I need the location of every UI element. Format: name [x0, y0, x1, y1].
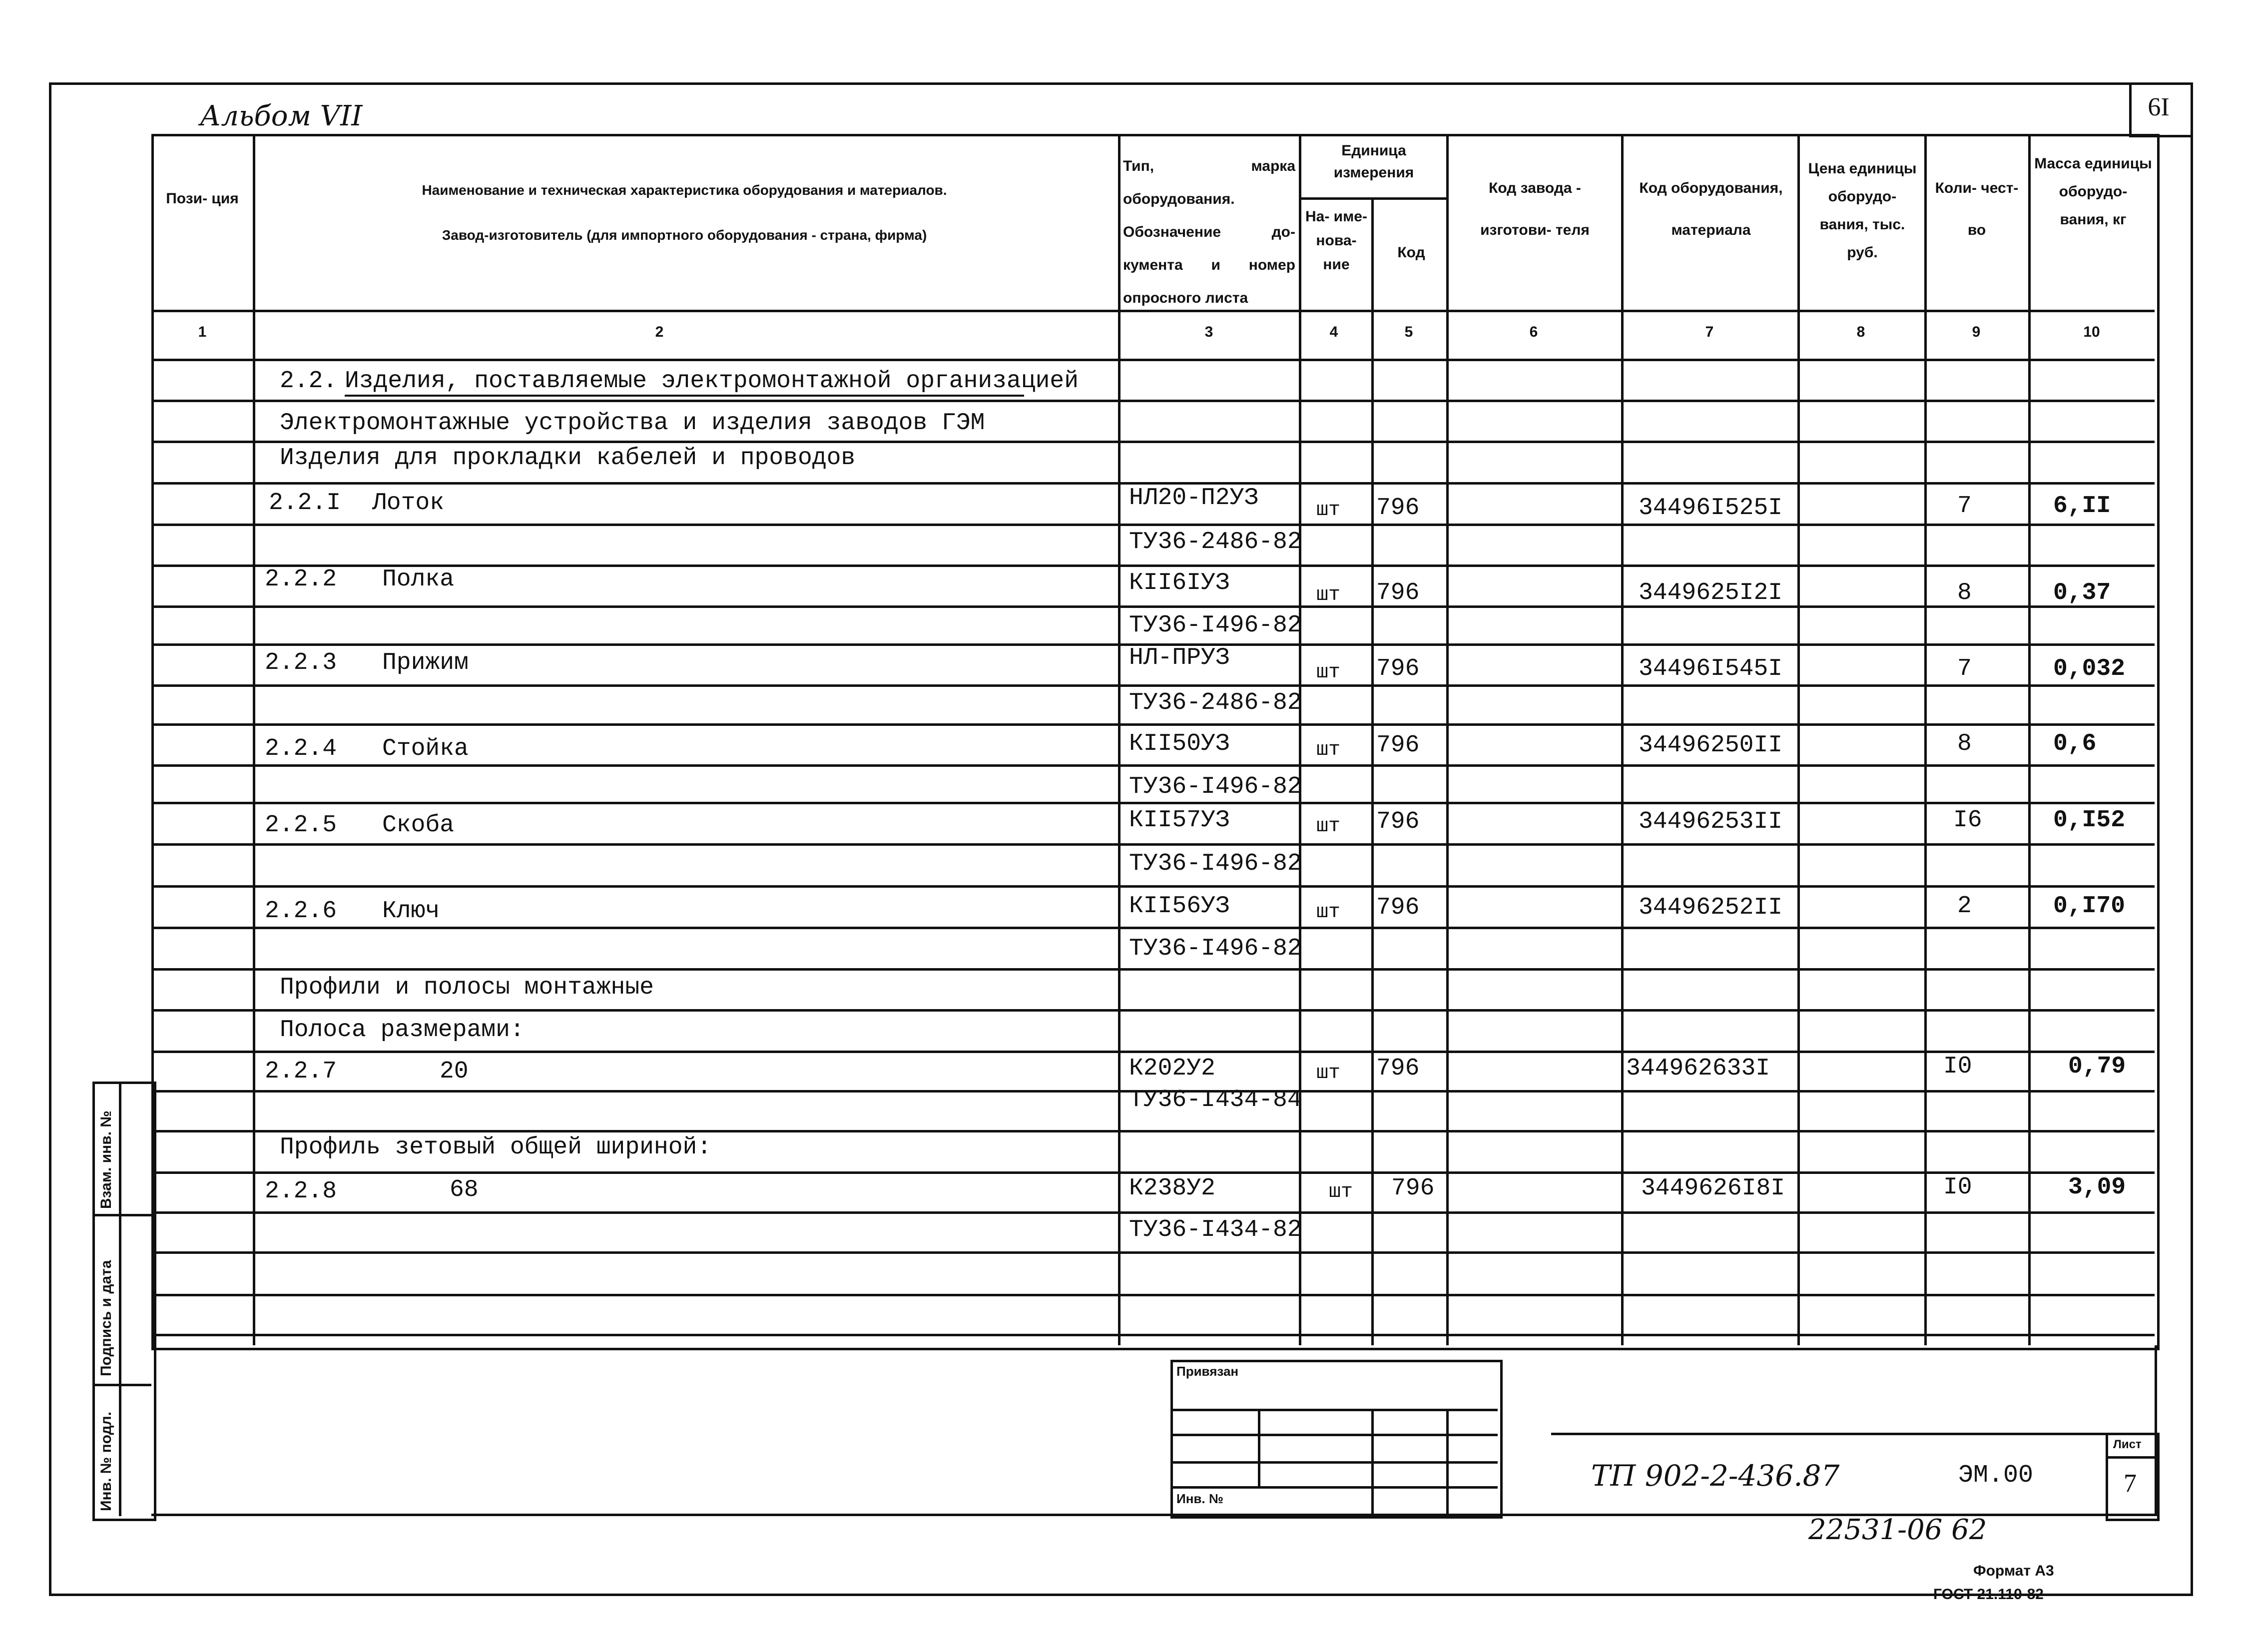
header-pos: Пози- ция — [166, 190, 239, 207]
row-line — [151, 1251, 2155, 1254]
side-strip-line — [92, 1214, 151, 1216]
row-line — [151, 764, 2155, 767]
row-5-name: Полка — [382, 566, 455, 593]
row-17-equip-code: 344962633I — [1626, 1055, 1770, 1082]
row-7-type: НЛ-ПРУЗ — [1129, 644, 1230, 671]
row-16-name: Полоса размерами: — [280, 1017, 525, 1044]
row-2-name: Изделия для прокладки кабелей и проводов — [280, 445, 856, 472]
row-6-type: ТУ36-I496-82 — [1129, 612, 1302, 639]
header-unit-code: Код — [1397, 244, 1425, 261]
row-11-unit: шт — [1316, 815, 1341, 838]
row-7-pos: 2.2.3 — [265, 649, 337, 676]
row-5-unit: шт — [1316, 584, 1341, 606]
side-strip-line — [92, 1384, 151, 1386]
row-7-equip-code: 34496I545I — [1639, 655, 1783, 682]
sheet-number: 6I — [2148, 93, 2170, 121]
row-20-code: 796 — [1391, 1175, 1435, 1202]
row-1-name: Электромонтажные устройства и изделия заводов ГЭМ — [280, 410, 985, 437]
side-label-inv: Инв. № подл. — [98, 1411, 114, 1511]
row-5-code: 796 — [1376, 579, 1420, 606]
header-factory-code: Код завода - изготови- теля — [1480, 180, 1590, 238]
row-line — [151, 1211, 2155, 1214]
row-5-type: КII6IУЗ — [1129, 569, 1230, 596]
row-13-unit: шт — [1316, 901, 1341, 924]
header-type: Тип, марка оборудования. Обозначение до- кумента и номер опросного листа — [1123, 158, 1295, 306]
row-12-type: ТУ36-I496-82 — [1129, 850, 1302, 877]
list-number: 7 — [2124, 1469, 2137, 1498]
col-sep — [1797, 134, 1800, 1345]
row-line — [151, 605, 2155, 608]
row-line — [151, 1130, 2155, 1132]
colnum-5: 5 — [1404, 324, 1413, 340]
header-unit-group: Единица измерения — [1333, 142, 1414, 181]
row-13-mass: 0,I70 — [2053, 893, 2126, 920]
row-9-qty: 8 — [1957, 730, 1972, 757]
colnum-3: 3 — [1204, 324, 1213, 340]
list-label: Лист — [2113, 1438, 2142, 1451]
stamp-col — [1446, 1409, 1449, 1516]
album-label: Альбом VII — [200, 100, 363, 132]
privyazan-label: Привязан — [1176, 1364, 1239, 1379]
row-3-code: 796 — [1376, 495, 1420, 522]
row-21-type: ТУ36-I434-82 — [1129, 1216, 1302, 1243]
row-17-type: К202У2 — [1129, 1055, 1215, 1082]
row-9-code: 796 — [1376, 732, 1420, 759]
row-3-qty: 7 — [1957, 493, 1972, 520]
row-3-mass: 6,II — [2053, 493, 2111, 520]
row-9-type: КII50УЗ — [1129, 730, 1230, 757]
format-label: Формат А3 — [1973, 1563, 2054, 1579]
colnum-2: 2 — [655, 324, 664, 340]
row-11-code: 796 — [1376, 808, 1420, 835]
row-line — [151, 400, 2155, 402]
header-name-line2: Завод-изготовитель (для импортного оборудования - страна, фирма) — [442, 227, 927, 243]
row-17-qty: I0 — [1943, 1053, 1972, 1080]
row-13-qty: 2 — [1957, 893, 1972, 920]
row-10-type: ТУ36-I496-82 — [1129, 773, 1302, 800]
row-13-name: Ключ — [382, 898, 440, 925]
doc-code-line — [1551, 1433, 2155, 1435]
archive-number: 22531-06 62 — [1808, 1514, 1987, 1546]
row-13-pos: 2.2.6 — [265, 898, 337, 925]
row-7-mass: 0,032 — [2053, 655, 2126, 682]
row-4-type: ТУ36-2486-82 — [1129, 529, 1302, 555]
side-strip-divider — [119, 1082, 121, 1516]
row-line — [151, 1334, 2155, 1336]
row-13-equip-code: 34496252II — [1639, 894, 1783, 921]
row-11-mass: 0,I52 — [2053, 807, 2126, 834]
row-17-mass: 0,79 — [2068, 1053, 2126, 1080]
stamp-col — [1258, 1409, 1260, 1486]
row-7-code: 796 — [1376, 655, 1420, 682]
row-11-pos: 2.2.5 — [265, 812, 337, 839]
row-9-pos: 2.2.4 — [265, 735, 337, 762]
row-3-unit: шт — [1316, 499, 1341, 522]
col-sep — [1924, 134, 1927, 1345]
colnum-4: 4 — [1329, 324, 1338, 340]
doc-code: ТП 902-2-436.87 — [1591, 1459, 1840, 1493]
row-line — [151, 723, 2155, 726]
side-label-vzam: Взам. инв. № — [98, 1110, 114, 1209]
colnum-1: 1 — [198, 324, 207, 340]
row-9-unit: шт — [1316, 739, 1341, 761]
gost-label: ГОСТ 21.110-82 — [1933, 1586, 2044, 1603]
colnum-7: 7 — [1705, 324, 1714, 340]
row-17-code: 796 — [1376, 1055, 1420, 1082]
col-sep — [1118, 134, 1121, 1345]
row-5-equip-code: 3449625I2I — [1639, 579, 1783, 606]
row-14-type: ТУ36-I496-82 — [1129, 935, 1302, 962]
row-20-equip-code: 3449626I8I — [1641, 1175, 1785, 1202]
inv-no-label: Инв. № — [1176, 1491, 1223, 1506]
colnum-6: 6 — [1529, 324, 1538, 340]
row-line — [151, 1009, 2155, 1012]
row-7-qty: 7 — [1957, 655, 1972, 682]
row-7-name: Прижим — [382, 649, 469, 676]
row-5-pos: 2.2.2 — [265, 566, 337, 593]
row-18-type: ТУ36-I434-84 — [1129, 1087, 1302, 1113]
section-code: ЭМ.00 — [1958, 1461, 2034, 1490]
header-unit-name: На- име- нова- ние — [1305, 208, 1367, 273]
row-13-type: КII56УЗ — [1129, 893, 1230, 920]
row-11-name: Скоба — [382, 812, 455, 839]
row-20-name: 68 — [450, 1176, 479, 1203]
row-line — [151, 524, 2155, 526]
row-20-qty: I0 — [1943, 1174, 1972, 1201]
row-3-equip-code: 34496I525I — [1639, 495, 1783, 522]
colnum-10: 10 — [2083, 324, 2100, 340]
row-line — [151, 684, 2155, 687]
row-11-qty: I6 — [1953, 807, 1982, 834]
row-3-name: Лоток — [372, 490, 445, 517]
header-mass: Масса единицы оборудо- вания, кг — [2034, 155, 2152, 228]
row-line — [151, 802, 2155, 804]
header-qty: Коли- чест- во — [1935, 180, 2019, 238]
row-17-pos: 2.2.7 — [265, 1058, 337, 1085]
colnum-divider — [151, 359, 2155, 361]
section-underline — [345, 395, 1024, 397]
header-equip-code: Код оборудования, материала — [1639, 180, 1783, 238]
row-20-unit: шт — [1329, 1181, 1353, 1203]
row-9-equip-code: 34496250II — [1639, 732, 1783, 759]
header-name-line1: Наименование и техническая характеристика оборудования и материалов. — [422, 182, 947, 198]
stamp-col — [1371, 1409, 1374, 1516]
row-13-code: 796 — [1376, 894, 1420, 921]
row-line — [151, 968, 2155, 971]
row-19-name: Профиль зетовый общей шириной: — [280, 1134, 712, 1161]
row-line — [151, 1051, 2155, 1053]
row-3-pos: 2.2.I — [269, 490, 341, 517]
row-17-name: 20 — [440, 1058, 469, 1085]
col-sep — [1621, 134, 1624, 1345]
col-sep — [1446, 134, 1449, 1345]
col-sep — [1299, 134, 1301, 1345]
row-0-name: Изделия, поставляемые электромонтажной организацией — [345, 368, 1079, 395]
row-5-mass: 0,37 — [2053, 579, 2111, 606]
row-5-qty: 8 — [1957, 579, 1972, 606]
colnum-8: 8 — [1856, 324, 1865, 340]
row-11-equip-code: 34496253II — [1639, 808, 1783, 835]
col-sep — [2028, 134, 2031, 1345]
header-price: Цена единицы оборудо- вания, тыс. руб. — [1808, 160, 1917, 261]
row-20-pos: 2.2.8 — [265, 1178, 337, 1205]
row-line — [151, 885, 2155, 888]
row-9-mass: 0,6 — [2053, 730, 2097, 757]
row-9-name: Стойка — [382, 735, 469, 762]
row-11-type: КII57УЗ — [1129, 807, 1230, 834]
row-line — [151, 1294, 2155, 1296]
row-3-type: НЛ20-П2УЗ — [1129, 485, 1259, 512]
row-line — [151, 1171, 2155, 1174]
row-line — [151, 927, 2155, 929]
row-0-pos: 2.2. — [280, 368, 338, 395]
row-20-type: К238У2 — [1129, 1175, 1215, 1202]
row-8-type: ТУ36-2486-82 — [1129, 689, 1302, 716]
col-sep — [253, 134, 255, 1345]
side-label-podpis: Подпись и дата — [98, 1260, 114, 1376]
row-7-unit: шт — [1316, 661, 1341, 684]
row-20-mass: 3,09 — [2068, 1174, 2126, 1201]
row-line — [151, 843, 2155, 846]
row-line — [151, 441, 2155, 443]
colnum-9: 9 — [1972, 324, 1981, 340]
row-17-unit: шт — [1316, 1062, 1341, 1085]
row-15-name: Профили и полосы монтажные — [280, 974, 654, 1001]
list-box-line — [2106, 1456, 2155, 1459]
